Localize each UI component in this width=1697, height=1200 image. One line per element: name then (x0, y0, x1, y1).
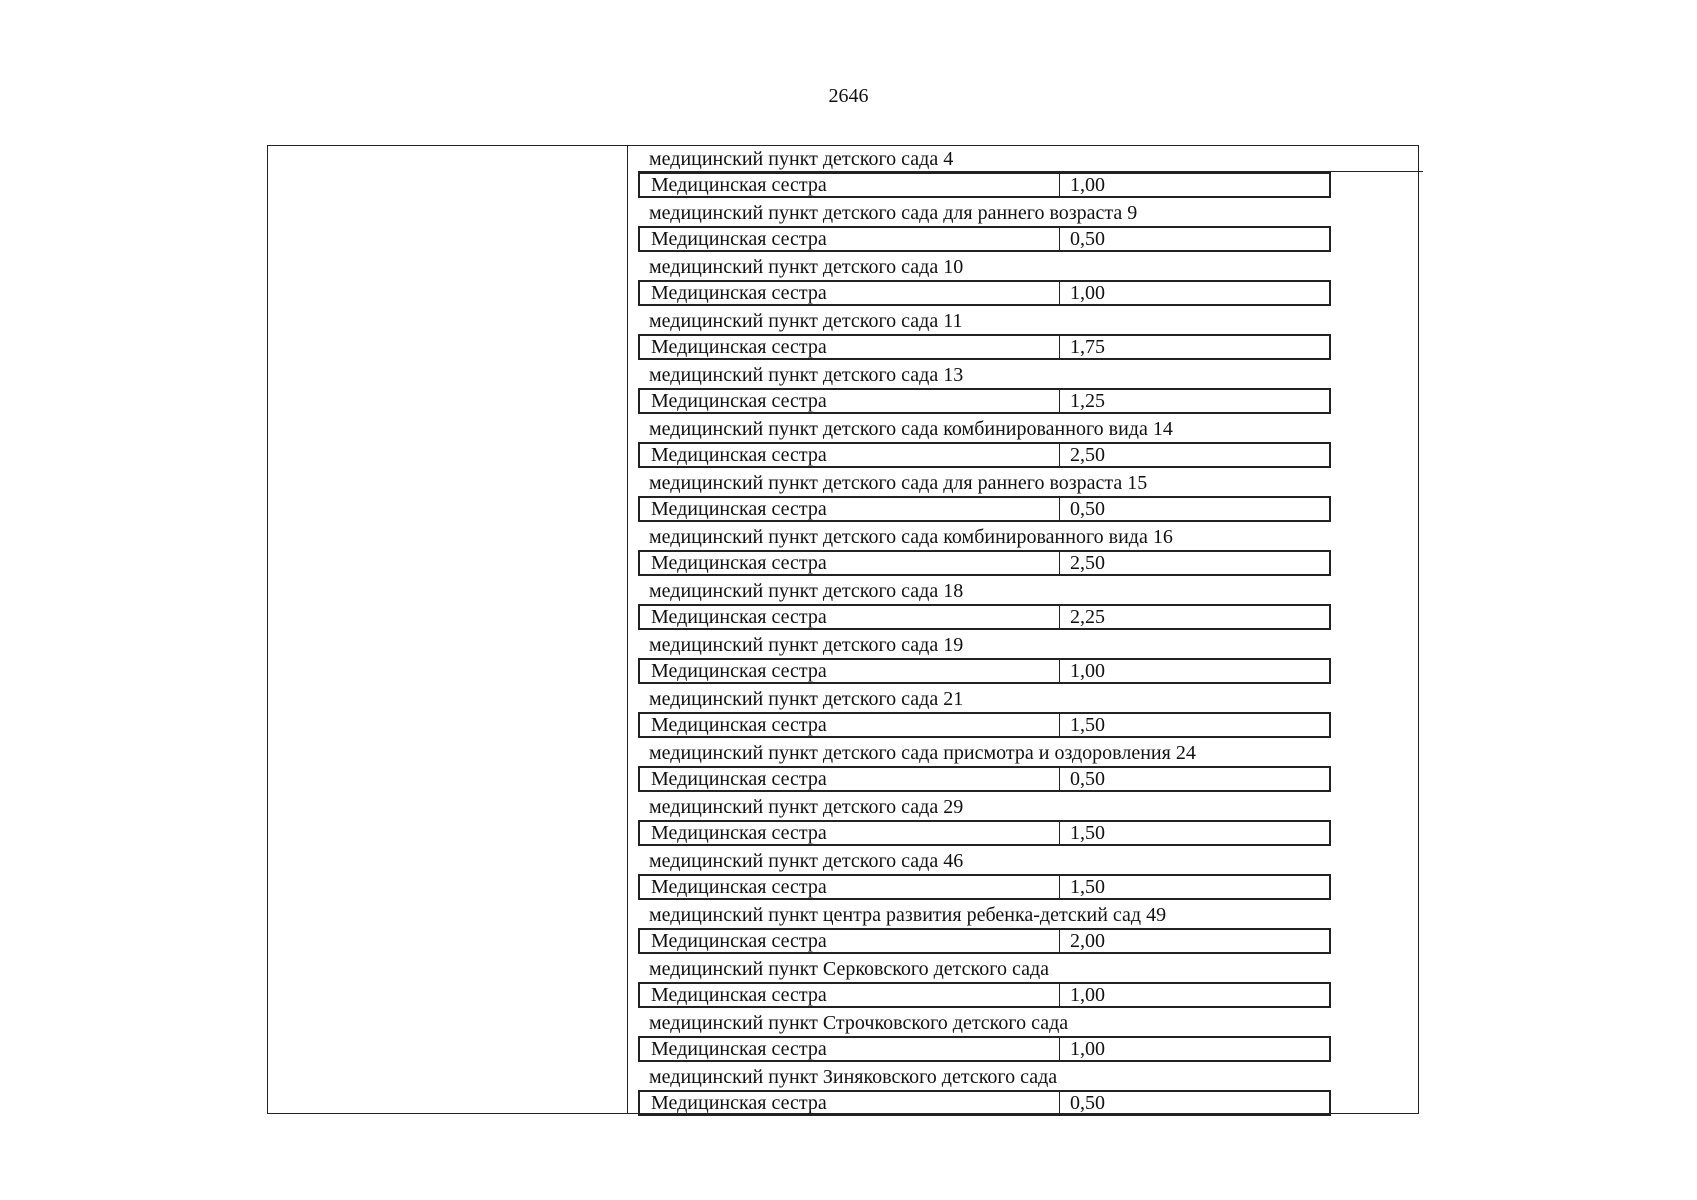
role-name-cell: Медицинская сестра (640, 498, 1060, 520)
section-title: медицинский пункт детского сада 4 (638, 146, 1419, 172)
table-section (638, 362, 1419, 416)
table-row (638, 172, 1331, 198)
table-section (638, 524, 1419, 578)
section-title: медицинский пункт детского сада 10 (649, 256, 964, 278)
table-row (638, 442, 1331, 468)
section-title: медицинский пункт детского сада 19 (649, 634, 964, 656)
section-title: медицинский пункт детского сада 21 (649, 688, 964, 710)
table-row (638, 1036, 1331, 1062)
table-section (638, 200, 1419, 254)
staff-rate-cell: 0,50 (1070, 228, 1105, 250)
sections-column (638, 146, 1419, 1118)
table-row (638, 1090, 1331, 1116)
table-section (638, 848, 1419, 902)
role-name-cell: Медицинская сестра (640, 768, 1060, 790)
section-title: медицинский пункт детского сада 46 (649, 850, 964, 872)
table-row (638, 604, 1331, 630)
role-name-cell: Медицинская сестра (640, 660, 1060, 682)
table-section (638, 1010, 1419, 1064)
table-section (638, 308, 1419, 362)
staff-rate-cell: 1,75 (1070, 336, 1105, 358)
staff-rate-cell: 1,00 (1070, 1038, 1105, 1060)
section-title: медицинский пункт детского сада комбинированного вида 16 (649, 526, 1173, 548)
section-title: медицинский пункт детского сада 13 (649, 364, 964, 386)
section-title: медицинский пункт центра развития ребенка-детский сад 49 (649, 904, 1167, 926)
table-section (638, 146, 1419, 200)
table-row (638, 982, 1331, 1008)
table-row (638, 550, 1331, 576)
staff-rate-cell: 1,00 (1070, 282, 1105, 304)
table-section (638, 902, 1419, 956)
staff-rate-cell: 1,50 (1070, 822, 1105, 844)
table-section (638, 1064, 1419, 1118)
role-name-cell: Медицинская сестра (640, 228, 1060, 250)
section-title: медицинский пункт Серковского детского сада (649, 958, 1049, 980)
staff-rate-cell: 2,50 (1070, 444, 1105, 466)
table-section (638, 416, 1419, 470)
staff-rate-cell: 1,00 (1070, 660, 1105, 682)
staff-rate-cell: 1,00 (1070, 174, 1105, 196)
section-title: медицинский пункт детского сада 18 (649, 580, 964, 602)
role-name-cell: Медицинская сестра (640, 390, 1060, 412)
role-name-cell: Медицинская сестра (640, 606, 1060, 628)
table-row (638, 496, 1331, 522)
staff-rate-cell: 1,25 (1070, 390, 1105, 412)
staff-rate-cell: 1,00 (1070, 984, 1105, 1006)
table-row (638, 334, 1331, 360)
section-title: медицинский пункт Строчковского детского сада (649, 1012, 1069, 1034)
table-section (638, 686, 1419, 740)
staff-rate-cell: 1,50 (1070, 876, 1105, 898)
section-title: медицинский пункт детского сада комбинированного вида 14 (649, 418, 1173, 440)
role-name-cell: Медицинская сестра (640, 336, 1060, 358)
role-name-cell: Медицинская сестра (640, 282, 1060, 304)
table-section (638, 740, 1419, 794)
section-title: медицинский пункт детского сада 29 (649, 796, 964, 818)
staff-table (267, 145, 1419, 1114)
role-name-cell: Медицинская сестра (640, 1092, 1060, 1114)
role-name-cell: Медицинская сестра (640, 444, 1060, 466)
role-name-cell: Медицинская сестра (640, 552, 1060, 574)
section-title: медицинский пункт Зиняковского детского сада (649, 1066, 1058, 1088)
role-name-cell: Медицинская сестра (640, 930, 1060, 952)
staff-rate-cell: 2,25 (1070, 606, 1105, 628)
section-title: медицинский пункт детского сада 11 (649, 310, 963, 332)
table-section (638, 254, 1419, 308)
staff-rate-cell: 2,50 (1070, 552, 1105, 574)
role-name-cell: Медицинская сестра (640, 984, 1060, 1006)
staff-rate-cell: 2,00 (1070, 930, 1105, 952)
section-title: медицинский пункт детского сада для раннего возраста 15 (649, 472, 1148, 494)
table-row (638, 658, 1331, 684)
section-title: медицинский пункт детского сада присмотра и оздоровления 24 (649, 742, 1196, 764)
staff-rate-cell: 0,50 (1070, 1092, 1105, 1114)
role-name-cell: Медицинская сестра (640, 822, 1060, 844)
table-row (638, 874, 1331, 900)
table-section (638, 632, 1419, 686)
table-row (638, 712, 1331, 738)
table-row (638, 928, 1331, 954)
role-name-cell: Медицинская сестра (640, 876, 1060, 898)
page-number: 2646 (828, 85, 869, 107)
table-section (638, 470, 1419, 524)
table-row (638, 766, 1331, 792)
table-row (638, 226, 1331, 252)
staff-rate-cell: 0,50 (1070, 768, 1105, 790)
section-title: медицинский пункт детского сада для раннего возраста 9 (649, 202, 1138, 224)
role-name-cell: Медицинская сестра (640, 714, 1060, 736)
column-divider (627, 146, 628, 1113)
table-section (638, 578, 1419, 632)
role-name-cell: Медицинская сестра (640, 1038, 1060, 1060)
table-row (638, 280, 1331, 306)
table-section (638, 794, 1419, 848)
role-name-cell: Медицинская сестра (640, 174, 1060, 196)
table-section (638, 956, 1419, 1010)
staff-rate-cell: 1,50 (1070, 714, 1105, 736)
table-row (638, 820, 1331, 846)
table-row (638, 388, 1331, 414)
staff-rate-cell: 0,50 (1070, 498, 1105, 520)
